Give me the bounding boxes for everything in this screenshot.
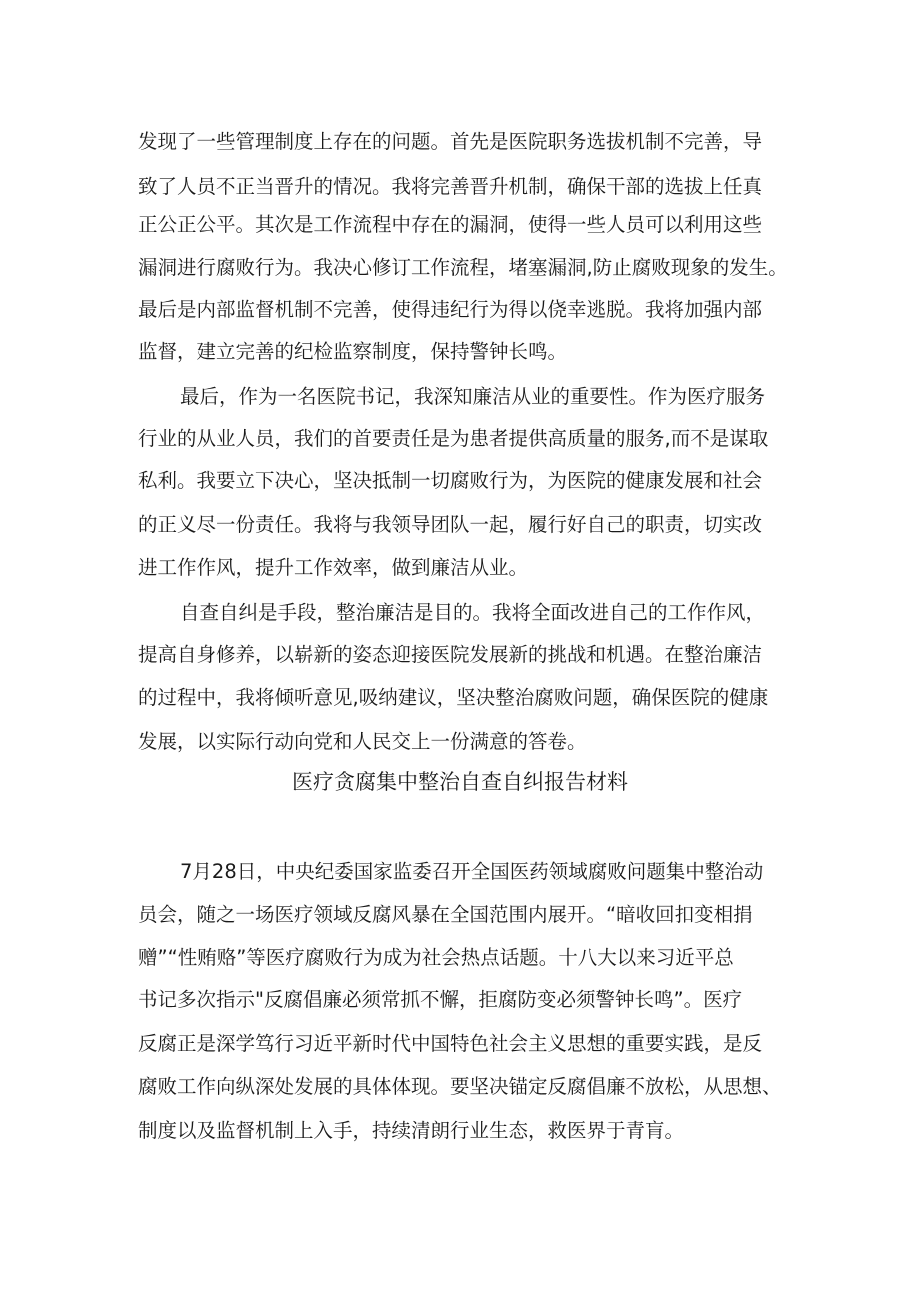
paragraph-line: 书记多次指示"反腐倡廉必须常抓不懈，拒腐防变必须警钟长鸣”。医疗 xyxy=(138,988,743,1011)
paragraph-line: 员会，随之一场医疗领域反腐风暴在全国范围内展开。“暗收回扣变相捐 xyxy=(138,903,753,926)
paragraph-line: 致了人员不正当晋升的情况。我将完善晋升机制，确保干部的选拔上任真 xyxy=(138,175,763,198)
paragraph-line: 赠”“性贿赂”等医疗腐败行为成为社会热点话题。十八大以来习近平总 xyxy=(138,946,734,969)
paragraph-line: 腐败工作向纵深处发展的具体体现。要坚决锚定反腐倡廉不放松，从思想、 xyxy=(138,1075,782,1098)
paragraph-line: 反腐正是深学笃行习近平新时代中国特色社会主义思想的重要实践，是反 xyxy=(138,1032,763,1055)
paragraph-line: 进工作作风，提升工作效率，做到廉洁从业。 xyxy=(138,556,529,579)
paragraph-line: 发展，以实际行动向党和人民交上一份满意的答卷。 xyxy=(138,730,587,753)
paragraph-line: 的过程中，我将倾听意见,吸纳建议，坚决整治腐败问题，确保医院的健康 xyxy=(138,686,769,709)
paragraph-line: 漏洞进行腐败行为。我决心修订工作流程，堵塞漏洞,防止腐败现象的发生。 xyxy=(138,256,788,279)
paragraph-line: 提高自身修养，以崭新的姿态迎接医院发展新的挑战和机遇。在整治廉洁 xyxy=(138,643,763,666)
paragraph-line: 监督，建立完善的纪检监察制度，保持警钟长鸣。 xyxy=(138,340,568,363)
paragraph-line: 最后是内部监督机制不完善，使得违纪行为得以侥幸逃脱。我将加强内部 xyxy=(138,298,763,321)
paragraph-line: 自查自纠是手段，整治廉洁是目的。我将全面改进自己的工作作风， xyxy=(180,601,766,624)
paragraph-line: 行业的从业人员，我们的首要责任是为患者提供高质量的服务,而不是谋取 xyxy=(138,427,769,450)
paragraph-line: 私利。我要立下决心，坚决抵制一切腐败行为，为医院的健康发展和社会 xyxy=(138,469,763,492)
paragraph-line: 正公正公平。其次是工作流程中存在的漏洞，使得一些人员可以利用这些 xyxy=(138,213,763,236)
paragraph-line: 的正义尽一份责任。我将与我领导团队一起，履行好自己的职责，切实改 xyxy=(138,513,763,536)
paragraph-line: 7月28日，中央纪委国家监委召开全国医药领域腐败问题集中整治动 xyxy=(180,860,764,883)
paragraph-line: 发现了一些管理制度上存在的问题。首先是医院职务选拔机制不完善，导 xyxy=(138,130,763,153)
paragraph-line: 最后，作为一名医院书记，我深知廉洁从业的重要性。作为医疗服务 xyxy=(180,385,766,408)
document-title: 医疗贪腐集中整治自查自纠报告材料 xyxy=(292,770,628,794)
paragraph-line: 制度以及监督机制上入手，持续清朗行业生态，救医界于青肓。 xyxy=(138,1119,685,1142)
